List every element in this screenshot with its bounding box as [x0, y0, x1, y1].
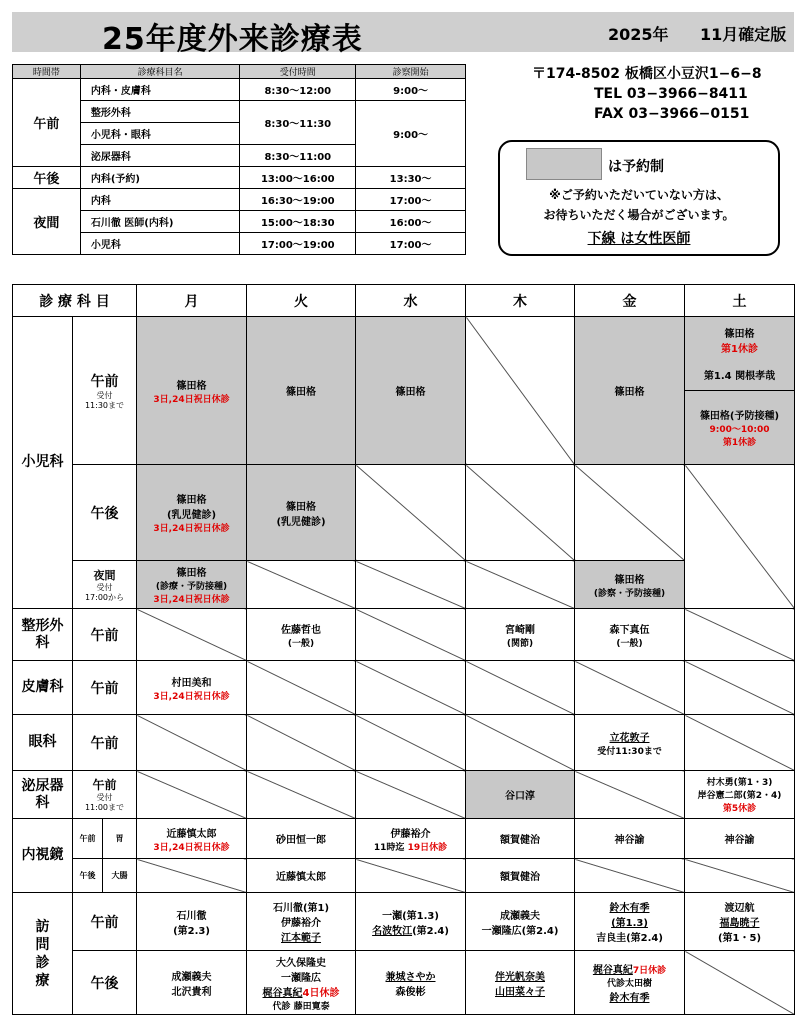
doctor-name: 篠田格: [286, 501, 317, 513]
doctor-name: 森下真伍: [609, 624, 650, 636]
doctor-name: 岸谷憲二郎(第2・4): [697, 791, 782, 801]
period-pm: 午後: [13, 167, 81, 189]
doctor-name: 宮崎剛: [505, 624, 536, 636]
time-sub: 11:00まで: [84, 803, 125, 812]
slot-empty: [356, 465, 466, 561]
slot-empty: [466, 465, 575, 561]
doctor-name: 谷口淳: [505, 791, 536, 802]
doctor-name: 近藤慎太郎: [166, 828, 217, 840]
slot-ortho-tue: [247, 609, 356, 661]
time-label: 午前: [73, 661, 137, 715]
start-time: 9:00〜: [356, 101, 466, 167]
slot-empty: [356, 859, 466, 893]
time-label: 夜間: [93, 568, 116, 582]
doctor-name: 篠田格: [176, 380, 207, 392]
slot-empty: [137, 715, 247, 771]
doctor-name: 山田菜々子: [495, 986, 546, 998]
start-time: 13:30〜: [356, 167, 466, 189]
slot-eye-fri: [575, 715, 685, 771]
slot-empty: [575, 465, 685, 561]
dept-dermatology: 皮膚科: [13, 661, 73, 715]
slot-ped-am-sat-2: [685, 391, 795, 465]
hours-header: 受付時間: [240, 65, 356, 79]
time-note: 11時迄: [373, 842, 405, 853]
slot-ortho-fri: [575, 609, 685, 661]
time-label: 午前: [73, 609, 137, 661]
start-time: 16:00〜: [356, 211, 466, 233]
closure-note: 19日休診: [407, 842, 448, 853]
time-note: 9:00〜10:00: [709, 425, 770, 435]
reception-time: 15:00〜18:30: [240, 211, 356, 233]
dept-home-visit: [13, 893, 73, 1015]
day-header-fri: 金: [575, 285, 685, 317]
doctor-name: 村木勇(第1・3): [706, 778, 773, 788]
time-label: 午後: [73, 859, 103, 893]
doctor-name: 鈴木有季: [609, 903, 650, 914]
reception-time: 8:30〜11:30: [240, 101, 356, 145]
time-sub: 受付: [96, 582, 113, 592]
slot-home-pm-tue: [247, 951, 356, 1015]
reception-time: 17:00〜19:00: [240, 233, 356, 255]
doctor-name: 梶谷真紀: [262, 987, 303, 999]
slot-ped-am-wed: [356, 317, 466, 465]
day-header-wed: 水: [356, 285, 466, 317]
slot-endo-s-tue: [247, 819, 356, 859]
slot-uro-sat: [685, 771, 795, 819]
doctor-name: 鈴木有季: [609, 993, 650, 1004]
gray-legend-swatch: [526, 148, 602, 180]
start-time: 9:00〜: [356, 79, 466, 101]
slot-endo-s-fri: [575, 819, 685, 859]
hours-header: 時間帯: [13, 65, 81, 79]
doctor-name: 額賀健治: [500, 872, 541, 883]
day-header-sat: 土: [685, 285, 795, 317]
doctor-name: 額賀健治: [500, 835, 541, 846]
time-label: 午後: [90, 505, 119, 522]
slot-home-pm-fri: [575, 951, 685, 1015]
postal-address: 〒174-8502 板橋区小豆沢1−6−8: [532, 66, 762, 82]
dept-ophthalmology: 眼科: [13, 715, 73, 771]
slot-ped-am-tue: [247, 317, 356, 465]
doctor-name: 石川徹(第1): [272, 903, 330, 914]
time-label: 午前: [92, 778, 117, 792]
period-night: 夜間: [13, 189, 81, 255]
year-label: 2025年: [608, 25, 669, 44]
dept-pediatrics: 小児科: [13, 317, 73, 609]
exam-type: (診察・予防接種): [593, 588, 666, 599]
slot-ortho-thu: [466, 609, 575, 661]
doctor-name: 成瀬義夫: [500, 910, 541, 922]
dept-name: 泌尿器科: [80, 145, 240, 167]
slot-empty: [356, 609, 466, 661]
dept-name: 内科(予約): [80, 167, 240, 189]
slot-home-am-fri: [575, 893, 685, 951]
doctor-name: 篠田格: [614, 574, 645, 586]
doctor-name: 立花敦子: [609, 732, 650, 744]
start-time: 17:00〜: [356, 189, 466, 211]
doctor-name: 福島暁子: [719, 918, 760, 929]
doctor-name: 村田美和: [171, 677, 212, 689]
exam-type: (乳児健診): [166, 510, 217, 521]
dept-header: 診 療 科 目: [13, 285, 137, 317]
slot-empty: [247, 661, 356, 715]
week-note: (第2.3): [173, 925, 210, 937]
time-label: 午後: [73, 951, 137, 1015]
dept-name: 小児科: [80, 233, 240, 255]
doctor-name: 一瀬隆広(第2.4): [481, 925, 559, 937]
slot-empty: [466, 715, 575, 771]
dept-urology: 泌尿器科: [13, 771, 73, 819]
slot-empty: [247, 561, 356, 609]
slot-empty: [575, 661, 685, 715]
slot-empty: [137, 859, 247, 893]
dept-name: 内科・皮膚科: [80, 79, 240, 101]
doctor-name: 篠田格: [176, 495, 207, 506]
slot-derm-mon: [137, 661, 247, 715]
warning-line-1: ※ご予約いただいていない方は、: [549, 188, 729, 202]
dept-name: 小児科・眼科: [80, 123, 240, 145]
slot-ped-am-sat-1: [685, 317, 795, 391]
slot-ped-night-fri: [575, 561, 685, 609]
slot-ped-pm-mon: [137, 465, 247, 561]
slot-endo-c-thu: [466, 859, 575, 893]
dept-endoscopy: 内視鏡: [13, 819, 73, 893]
slot-empty: [356, 771, 466, 819]
slot-empty: [356, 561, 466, 609]
slot-endo-s-mon: [137, 819, 247, 859]
doctor-name: 篠田格: [395, 387, 426, 398]
dept-orthopedics: 整形外科: [13, 609, 73, 661]
doctor-name: 伊藤裕介: [281, 918, 322, 929]
slot-endo-s-thu: [466, 819, 575, 859]
time-label: 午前: [73, 715, 137, 771]
slot-empty: [685, 859, 795, 893]
slot-empty: [356, 661, 466, 715]
reception-time: 13:00〜16:00: [240, 167, 356, 189]
substitute-doctor: 代診 藤田寛泰: [272, 1001, 330, 1012]
tel-number: TEL 03−3966−8411: [594, 86, 748, 102]
slot-empty: [685, 661, 795, 715]
doctor-name: 篠田格: [286, 387, 317, 398]
slot-empty: [575, 859, 685, 893]
slot-home-pm-thu: [466, 951, 575, 1015]
closure-note: 7日休診: [632, 966, 667, 976]
dept-name: 石川徹 医師(内科): [80, 211, 240, 233]
slot-empty: [685, 951, 795, 1015]
exam-type: (関節): [506, 638, 534, 649]
dept-name: 内科: [80, 189, 240, 211]
start-time: 17:00〜: [356, 233, 466, 255]
slot-home-am-tue: [247, 893, 356, 951]
doctor-name: 伊藤裕介: [390, 828, 431, 840]
time-sub: 17:00から: [84, 592, 125, 602]
slot-empty: [137, 771, 247, 819]
doctor-name: 篠田格: [176, 568, 207, 579]
closure-note: 4日休診: [302, 987, 340, 999]
closure-note: 3日,24日祝日休診: [153, 394, 230, 405]
slot-ped-am-mon: [137, 317, 247, 465]
doctor-name: 近藤慎太郎: [276, 872, 327, 883]
doctor-name: 篠田格: [614, 387, 645, 398]
slot-home-pm-mon: [137, 951, 247, 1015]
edition-label: 11月確定版: [700, 25, 787, 44]
slot-empty: [247, 771, 356, 819]
hours-header: 診療科目名: [80, 65, 240, 79]
time-ped-pm: [73, 465, 137, 561]
time-uro: [73, 771, 137, 819]
slot-empty: [356, 715, 466, 771]
slot-endo-c-tue: [247, 859, 356, 893]
slot-empty: [685, 465, 795, 609]
time-sub: 11:30まで: [84, 400, 125, 410]
exam-type: (診療・予防接種): [155, 582, 228, 592]
doctor-name: 砂田恒一郎: [276, 835, 327, 846]
doctor-name: 成瀬義夫: [171, 971, 212, 983]
slot-home-am-wed: [356, 893, 466, 951]
doctor-name: 第1.4 関根孝哉: [703, 371, 776, 382]
schedule-table: [12, 284, 795, 1015]
slot-endo-s-wed: [356, 819, 466, 859]
day-header-tue: 火: [247, 285, 356, 317]
doctor-name: 吉良圭(第2.4): [596, 933, 663, 944]
doctor-name: 佐藤哲也: [281, 624, 322, 636]
reception-time: 16:30〜19:00: [240, 189, 356, 211]
slot-home-am-thu: [466, 893, 575, 951]
slot-uro-thu: [466, 771, 575, 819]
substitute-doctor: 代診太田樹: [607, 979, 653, 989]
address-block: [532, 64, 762, 124]
slot-empty: [685, 715, 795, 771]
female-doctor-note: 下線 は女性医師: [587, 231, 691, 247]
closure-note: 3日,24日祝日休診: [153, 524, 230, 534]
doctor-name: 神谷諭: [724, 835, 755, 846]
doctor-name: 大久保隆史: [276, 957, 327, 969]
slot-ped-night-mon: [137, 561, 247, 609]
closure-note: 第1休診: [722, 438, 757, 448]
dept-name: 整形外科: [80, 101, 240, 123]
day-header-mon: 月: [137, 285, 247, 317]
time-sub: 受付: [96, 390, 113, 400]
time-label: 午前: [73, 893, 137, 951]
reception-note: 受付11:30まで: [597, 746, 662, 757]
page-title: 25年度外来診療表: [102, 22, 363, 57]
doctor-name: 渡辺航: [724, 903, 755, 914]
exam-type: (一般): [616, 638, 643, 649]
exam-type: (乳児健診): [276, 516, 326, 528]
closure-note: 3日,24日祝日休診: [153, 595, 230, 605]
doctor-name: 名波牧江: [372, 925, 413, 937]
doctor-name: 伴光帆奈美: [495, 971, 546, 983]
endo-type-colon: 大腸: [103, 859, 137, 893]
slot-empty: [466, 561, 575, 609]
doctor-name: 石川徹: [176, 910, 207, 922]
week-note: (第1・5): [717, 933, 762, 944]
doctor-name: 梶谷真紀: [592, 965, 633, 976]
endo-type-stomach: 胃: [103, 819, 137, 859]
doctor-name: 神谷諭: [614, 835, 645, 846]
reservation-note: [498, 140, 780, 256]
slot-empty: [466, 661, 575, 715]
closure-note: 3日,24日祝日休診: [153, 691, 230, 702]
doctor-name: 森俊彬: [395, 986, 426, 998]
doctor-name: 一瀬(第1.3): [382, 910, 439, 922]
doctor-name: 兼城さやか: [385, 971, 436, 983]
reception-time: 8:30〜12:00: [240, 79, 356, 101]
slot-home-pm-wed: [356, 951, 466, 1015]
time-sub: 受付: [96, 793, 113, 802]
time-label: 午前: [73, 819, 103, 859]
exam-type: (一般): [287, 638, 315, 649]
reservation-text: は予約制: [608, 159, 664, 175]
warning-line-2: お待ちいただく場合がございます。: [543, 208, 735, 222]
week-note: (第1.3): [611, 918, 648, 929]
slot-ped-pm-tue: [247, 465, 356, 561]
time-label: 午前: [90, 373, 119, 390]
slot-empty: [137, 609, 247, 661]
time-ped-am: [73, 317, 137, 465]
header-bar: [12, 12, 794, 57]
closure-note: 第1休診: [721, 344, 758, 355]
slot-home-am-sat: [685, 893, 795, 951]
time-ped-night: [73, 561, 137, 609]
reception-time: 8:30〜11:00: [240, 145, 356, 167]
hours-table: [12, 64, 466, 255]
doctor-name: 江本範子: [281, 933, 322, 944]
fax-number: FAX 03−3966−0151: [594, 106, 750, 122]
doctor-name: 一瀬隆広: [281, 972, 322, 984]
period-am: 午前: [13, 79, 81, 167]
closure-note: 3日,24日祝日休診: [153, 842, 230, 853]
slot-empty: [575, 771, 685, 819]
slot-ped-am-thu-empty: [466, 317, 575, 465]
slot-home-am-mon: [137, 893, 247, 951]
doctor-name: 篠田格(予防接種): [699, 411, 780, 422]
slot-empty: [685, 609, 795, 661]
slot-empty: [247, 715, 356, 771]
slot-ped-am-fri: [575, 317, 685, 465]
closure-note: 第5休診: [722, 804, 757, 814]
week-note: (第2.4): [412, 925, 449, 937]
doctor-name: 北沢貴利: [171, 986, 212, 998]
hours-header: 診察開始: [356, 65, 466, 79]
dept-label: 訪問診療: [35, 918, 50, 989]
day-header-thu: 木: [466, 285, 575, 317]
slot-endo-s-sat: [685, 819, 795, 859]
doctor-name: 篠田格: [724, 329, 755, 340]
